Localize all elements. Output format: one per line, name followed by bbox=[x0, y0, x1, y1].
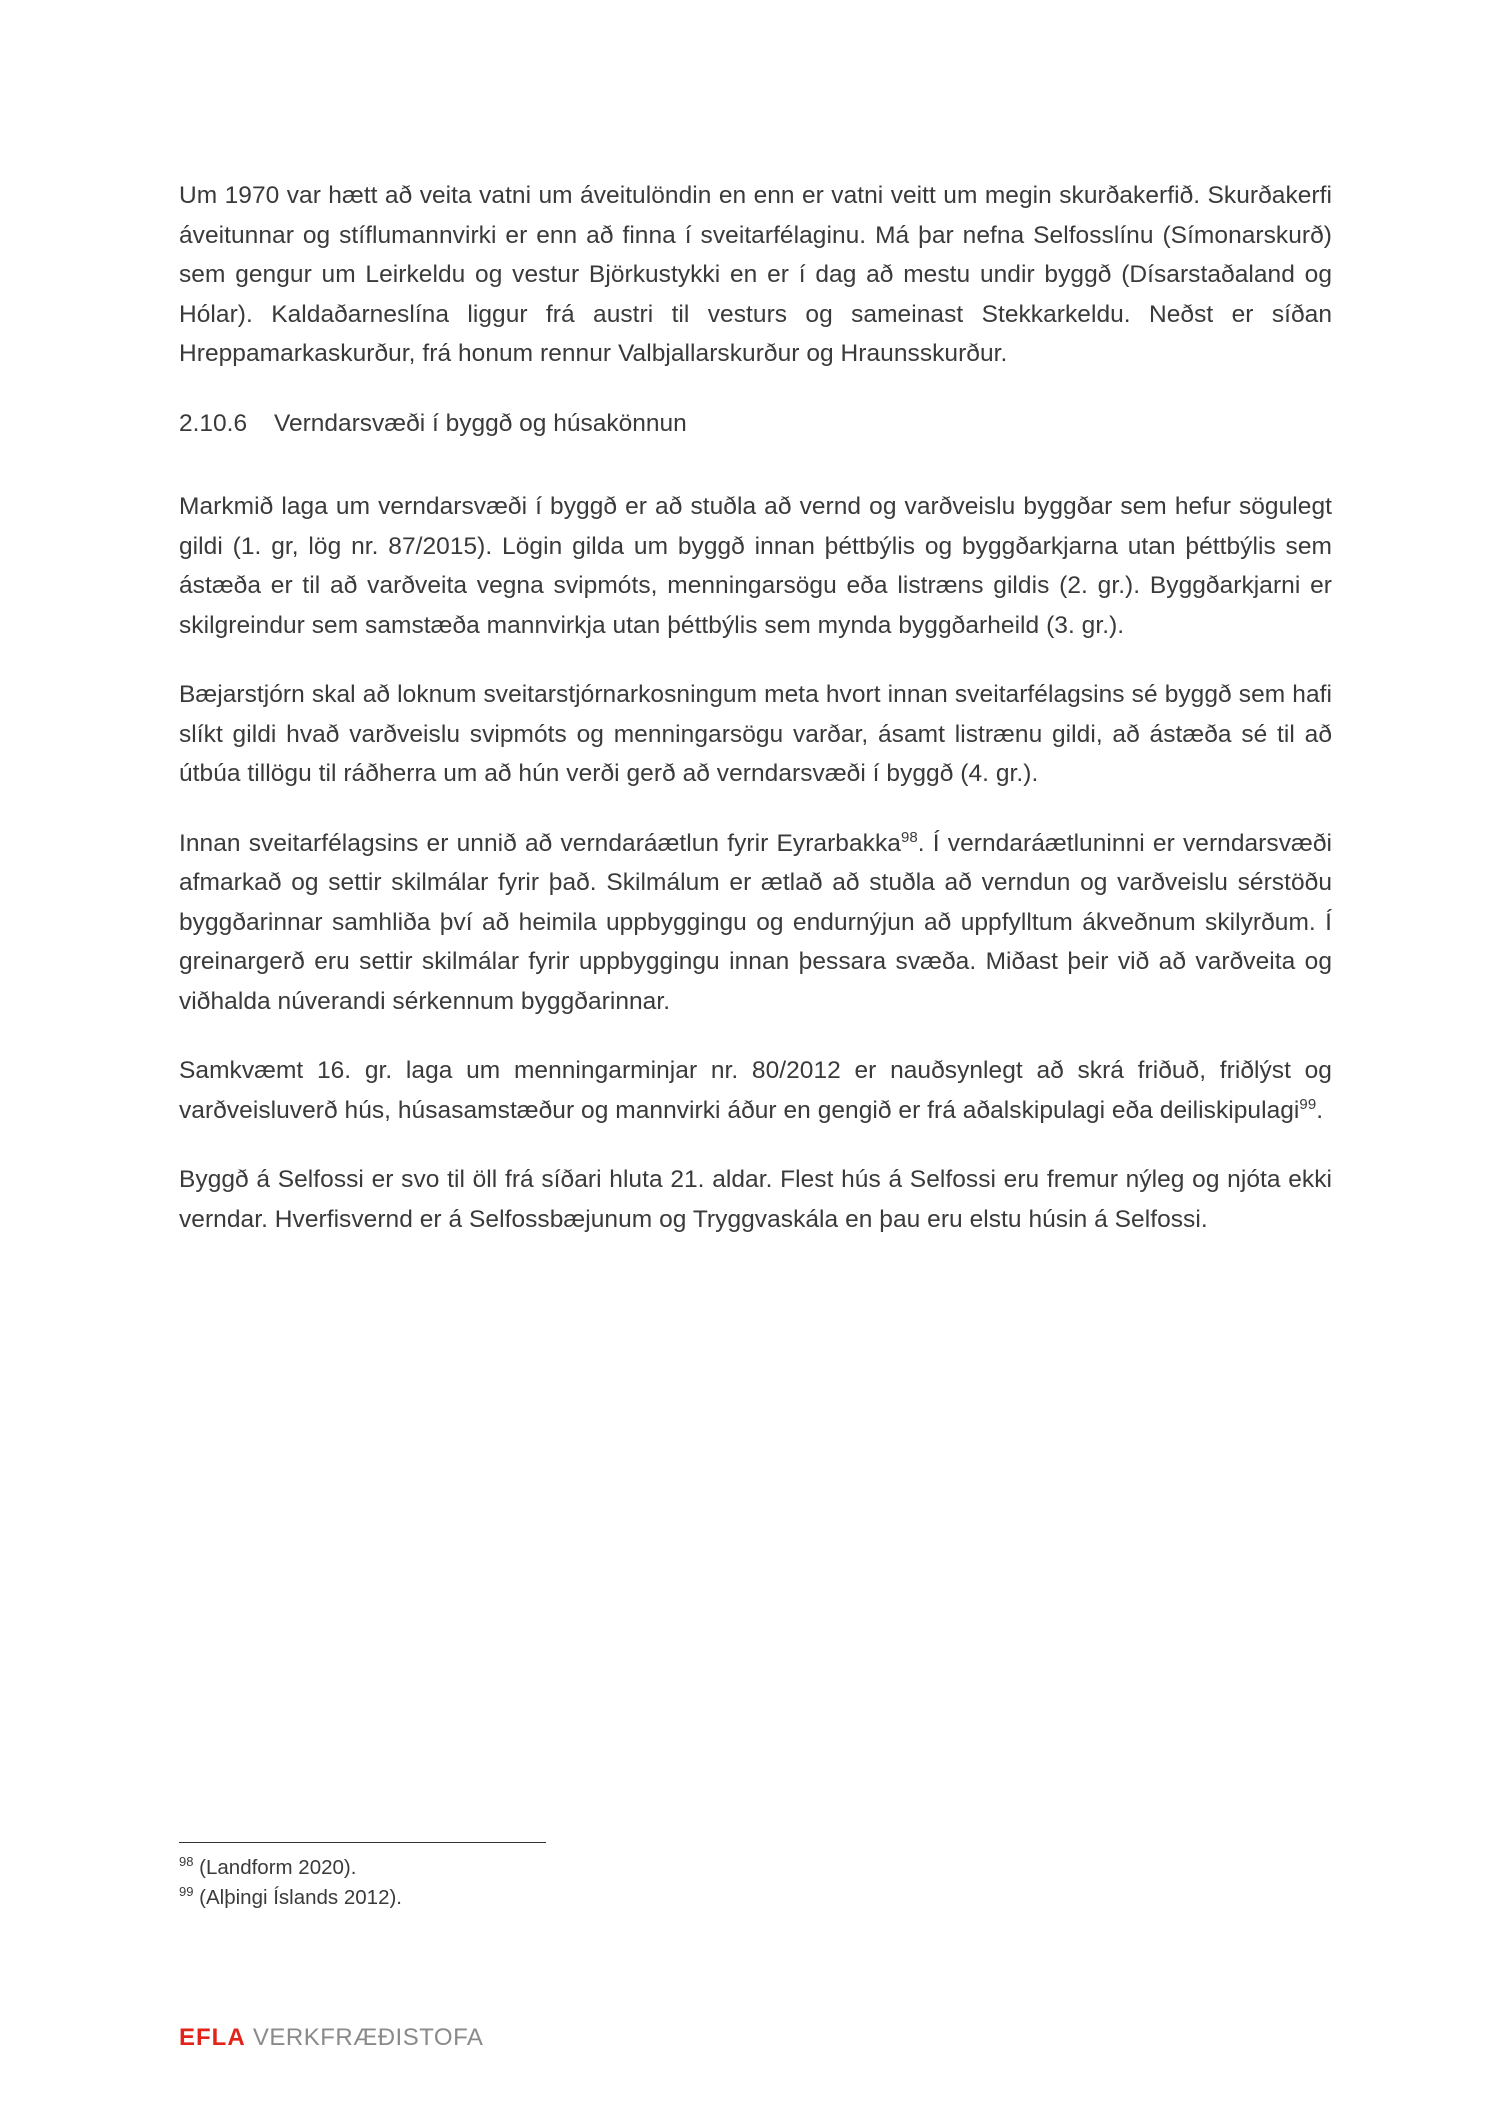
paragraph-4-text: Innan sveitarfélagsins er unnið að verndaráætlun fyrir Eyrarbakka bbox=[179, 829, 901, 857]
footnote-text: (Landform 2020). bbox=[193, 1856, 357, 1879]
footnote-99 bbox=[179, 1883, 879, 1913]
footnote-ref-98[interactable]: 98 bbox=[900, 828, 918, 846]
paragraph-3: Bæjarstjórn skal að loknum sveitarstjórnarkosningum meta hvort innan sveitarfélagsins sé byggð sem hafi slíkt gildi hvað varðveislu svipmóts og menningarsögu varðar, ásamt listrænu gildi, að ástæða sé til að útbúa tillögu til ráðherra um að hún verði gerð að verndarsvæði í byggð (4. gr.). bbox=[179, 681, 1332, 787]
brand-name: EFLA bbox=[179, 2024, 246, 2051]
footnote-marker: 99 bbox=[179, 1884, 194, 1900]
paragraph-2: Markmið laga um verndarsvæði í byggð er að stuðla að vernd og varðveislu byggðar sem hefur sögulegt gildi (1. gr, lög nr. 87/2015). Lögin gilda um byggð innan þéttbýlis og byggðarkjarna utan þéttbýlis sem ástæða er til að varðveita vegna svipmóts, menningarsögu eða listræns gildis (2. gr.). Byggðarkjarni er skilgreindur sem samstæða mannvirkja utan þéttbýlis sem mynda byggðarheild (3. gr.). bbox=[179, 493, 1332, 639]
paragraph-1: Um 1970 var hætt að veita vatni um áveitulöndin en enn er vatni veitt um megin skurðakerfið. Skurðakerfi áveitunnar og stíflumannvirki er enn að finna í sveitarfélaginu. Má þar nefna Selfosslínu (Símonarskurð) sem gengur um Leirkeldu og vestur Björkustykki en er í dag að mestu undir byggð (Dísarstaðaland og Hólar). Kaldaðarneslína liggur frá austri til vesturs og sameinast Stekkarkeldu. Neðst er síðan Hreppamarkaskurður, frá honum rennur Valbjallarskurður og Hraunsskurður. bbox=[179, 182, 1332, 367]
footnote-divider bbox=[179, 1842, 546, 1843]
footnote-text: (Alþingi Íslands 2012). bbox=[193, 1886, 403, 1909]
paragraph-4 bbox=[179, 824, 1332, 1022]
paragraph-5-text: Samkvæmt 16. gr. laga um menningarminjar nr. 80/2012 er nauðsynlegt að skrá friðuð, friðlýst og varðveisluverð hús, húsasamstæður og mannvirki áður en gengið er frá aðalskipulagi eða deiliskipulagi bbox=[179, 1057, 1332, 1124]
brand-subtitle: VERKFRÆÐISTOFA bbox=[245, 2024, 484, 2051]
paragraph-5 bbox=[179, 1051, 1332, 1130]
footer-logo bbox=[179, 2024, 483, 2052]
section-number: 2.10.6 bbox=[179, 409, 248, 437]
footnote-98 bbox=[179, 1853, 879, 1883]
main-content bbox=[179, 176, 1332, 1269]
footnotes bbox=[179, 1853, 879, 1913]
paragraph-4-text-cont: . Í verndaráætluninni er verndarsvæði afmarkað og settir skilmálar fyrir það. Skilmálum er ætlað að stuðla að verndun og varðveislu sérstöðu byggðarinnar samhliða því að heimila uppbyggingu og endurnýjun að uppfylltum ákveðnum skilyrðum. Í greinargerð eru settir skilmálar fyrir uppbyggingu innan þessara svæða. Miðast þeir við að varðveita og viðhalda núverandi sérkennum byggðarinnar. bbox=[179, 829, 1332, 1015]
section-heading bbox=[179, 404, 1332, 444]
section-title: Verndarsvæði í byggð og húsakönnun bbox=[274, 409, 687, 437]
paragraph-5-text-cont: . bbox=[1316, 1096, 1324, 1124]
paragraph-6: Byggð á Selfossi er svo til öll frá síðari hluta 21. aldar. Flest hús á Selfossi eru fremur nýleg og njóta ekki verndar. Hverfisvernd er á Selfossbæjunum og Tryggvaskála en þau eru elstu húsin á Selfossi. bbox=[179, 1166, 1332, 1233]
footnote-marker: 98 bbox=[179, 1854, 194, 1870]
footnote-ref-99[interactable]: 99 bbox=[1299, 1095, 1317, 1113]
